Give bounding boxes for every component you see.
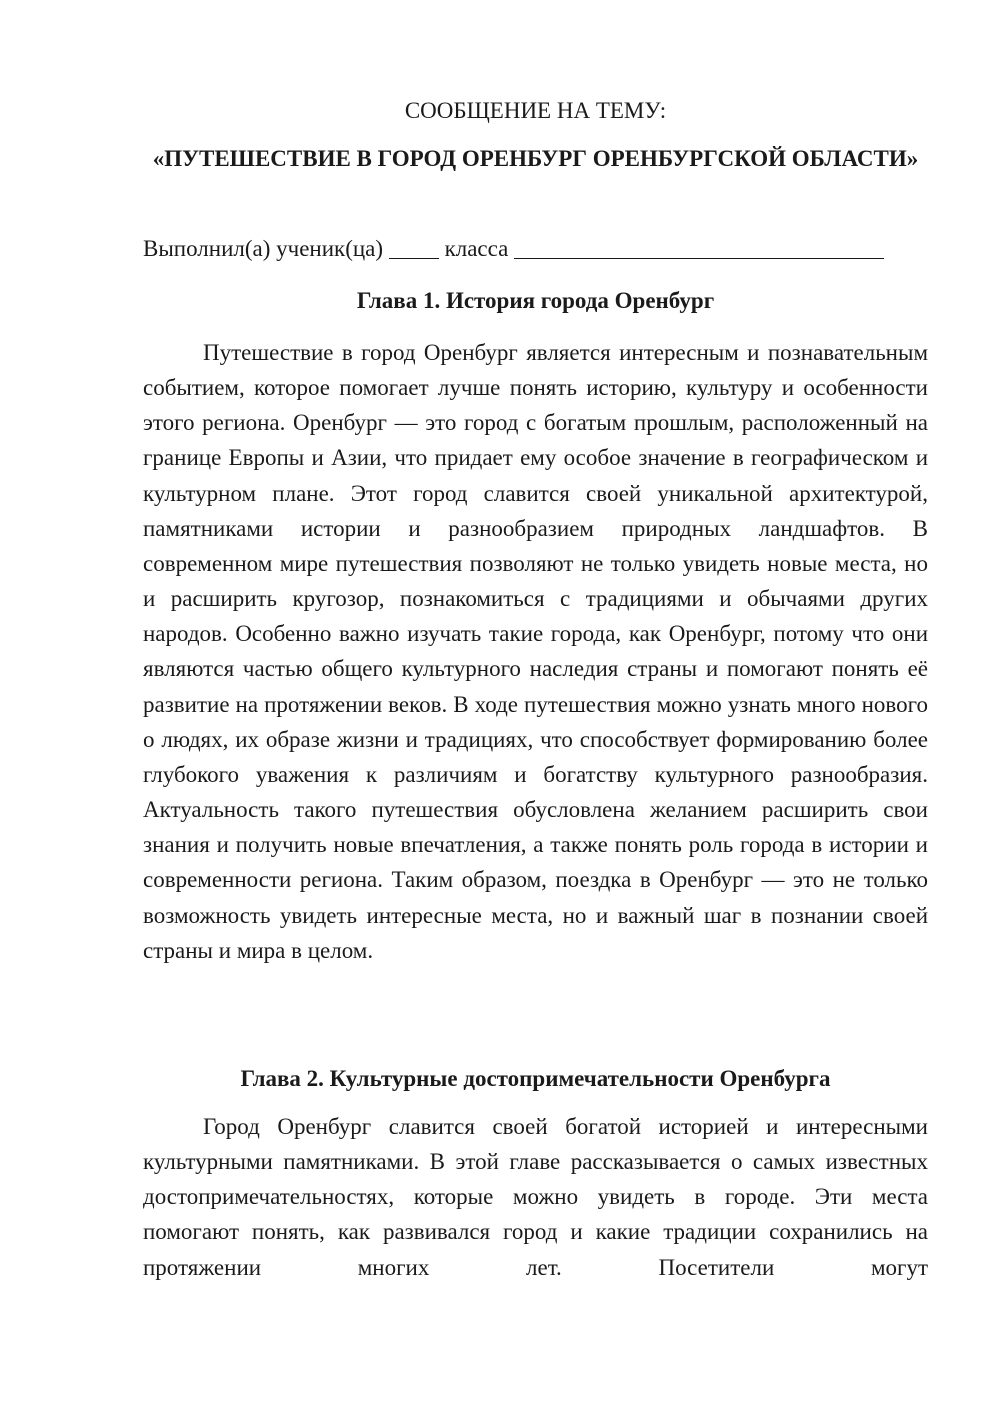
document-page (143, 0, 928, 1414)
author-class-label: класса (444, 236, 509, 261)
chapter-1-heading: Глава 1. История города Оренбург (356, 288, 715, 313)
author-prefix: Выполнил(а) ученик(ца) (143, 236, 384, 261)
chapter-1-paragraph: Путешествие в город Оренбург является интересным и познавательным событием, которое помогает лучше понять историю, культуру и особенности этого региона. Оренбург — это город с богатым прошлым, расположенный на границе Европы и Азии, что придает ему особое значение в географическом и культурном плане. Этот город славится своей уникальной архитектурой, памятниками истории и разнообразием природных ландшафтов. В современном мире путешествия позволяют не только увидеть новые места, но и расширить кругозор, познакомиться с традициями и обычаями других народов. Особенно важно изучать такие города, как Оренбург, потому что они являются частью общего культурного наследия страны и помогают понять её развитие на протяжении веков. В ходе путешествия можно узнать много нового о людях, их образе жизни и традициях, что способствует формированию более глубокого уважения к различиям и богатству культурного разнообразия. Актуальность такого путешествия обусловлена желанием расширить свои знания и получить новые впечатления, а также понять роль города в истории и современности региона. Таким образом, поездка в Оренбург — это не только возможность увидеть интересные места, но и важный шаг в познании своей страны и мира в целом. (143, 340, 928, 963)
class-number-blank (389, 236, 439, 259)
document-title: «ПУТЕШЕСТВИЕ В ГОРОД ОРЕНБУРГ ОРЕНБУРГСКОЙ ОБЛАСТИ» (152, 146, 919, 171)
subject-line: СООБЩЕНИЕ НА ТЕМУ: (404, 98, 667, 123)
chapter-2-paragraph: Город Оренбург славится своей богатой историей и интересными культурными памятниками. В этой главе рассказывается о самых известных достопримечательностях, которые можно увидеть в городе. Эти места помогают понять, как развивался город и какие традиции сохранились на протяжении многих лет. Посетители могут (143, 1114, 928, 1280)
student-name-blank (514, 236, 884, 259)
chapter-2-heading: Глава 2. Культурные достопримечательности Оренбурга (240, 1066, 831, 1091)
author-line (143, 233, 928, 264)
